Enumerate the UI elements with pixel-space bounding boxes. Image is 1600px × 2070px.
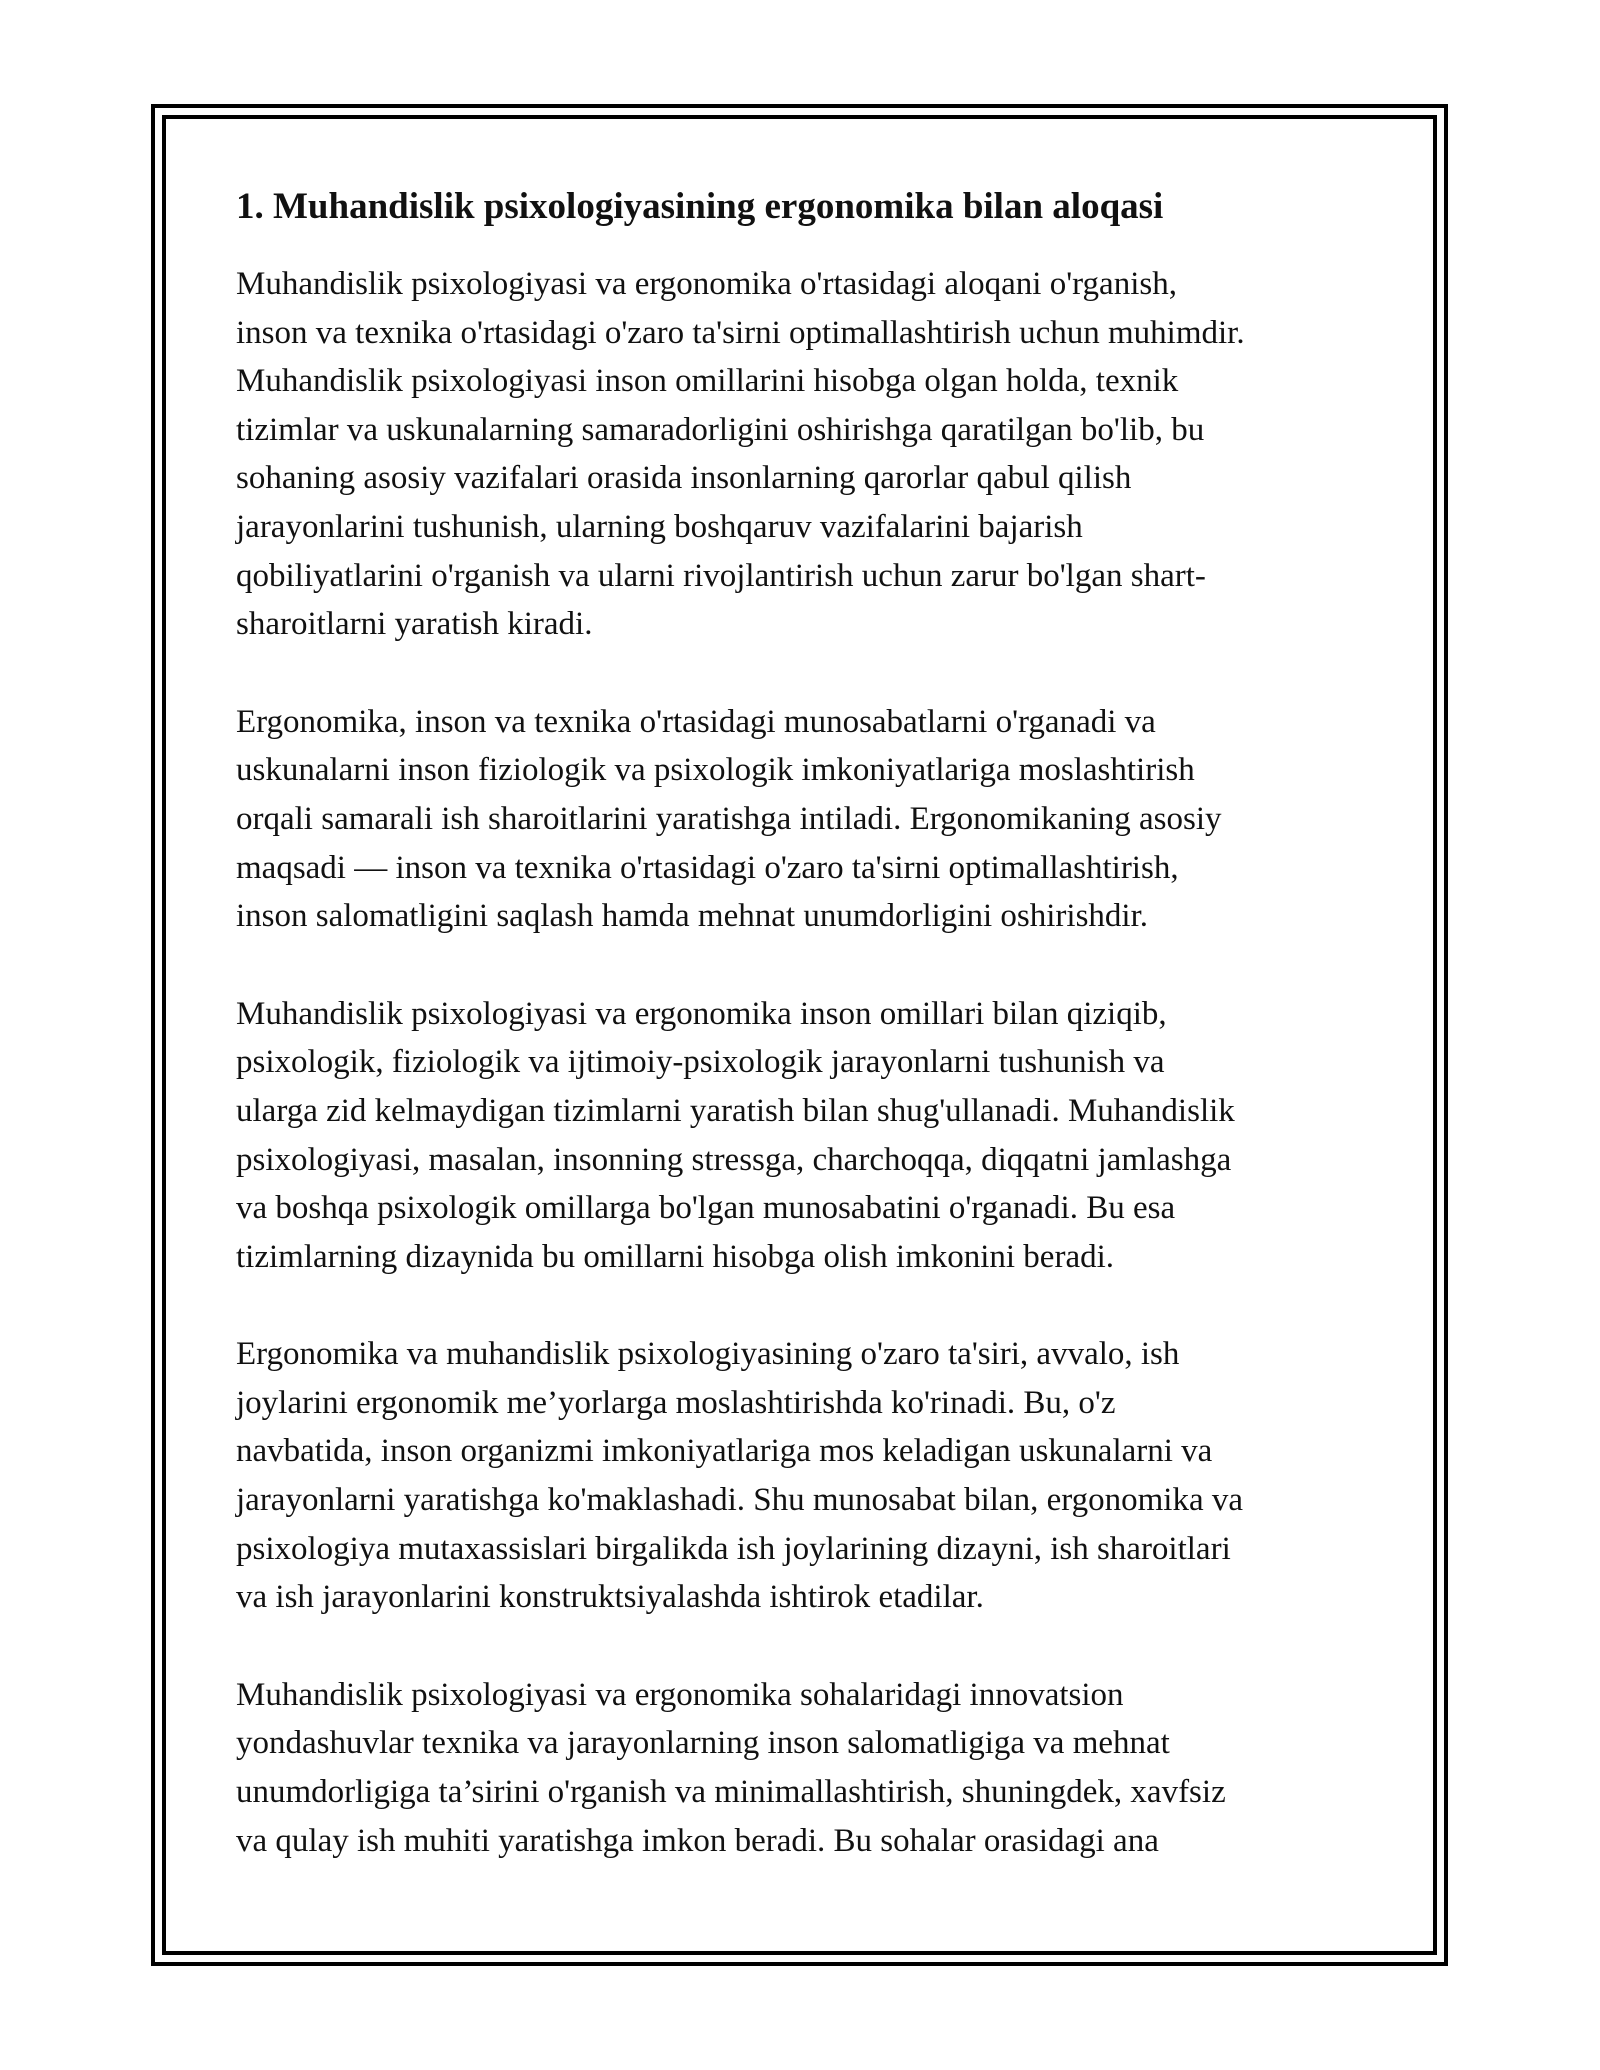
document-body <box>236 180 1366 1914</box>
paragraph-line: Muhandislik psixologiyasi va ergonomika o'rtasidagi aloqani o'rganish, <box>236 266 1177 302</box>
paragraph-line: sharoitlarni yaratish kiradi. <box>236 606 593 643</box>
paragraph-line: psixologik, fiziologik va ijtimoiy-psixologik jarayonlarni tushunish va <box>236 1044 1165 1081</box>
paragraph-line: va boshqa psixologik omillarga bo'lgan munosabatini o'rganadi. Bu esa <box>236 1190 1176 1227</box>
paragraph-line: Ergonomika va muhandislik psixologiyasining o'zaro ta'siri, avvalo, ish <box>236 1336 1180 1373</box>
paragraph-list <box>236 260 1366 1865</box>
paragraph-line: qobiliyatlarini o'rganish va ularni rivojlantirish uchun zarur bo'lgan shart- <box>236 557 1206 594</box>
paragraph-line: tizimlarning dizaynida bu omillarni hisobga olish imkonini beradi. <box>236 1238 1115 1275</box>
paragraph-line: orqali samarali ish sharoitlarini yaratishga intiladi. Ergonomikaning asosiy <box>236 800 1222 837</box>
paragraph-line: joylarini ergonomik me’yorlarga moslashtirishda ko'rinadi. Bu, o'z <box>236 1384 1116 1421</box>
body-paragraph <box>236 1671 1366 1865</box>
document-title: 1. Muhandislik psixologiyasining ergonomika bilan aloqasi <box>236 186 1164 227</box>
paragraph-line: inson va texnika o'rtasidagi o'zaro ta'sirni optimallashtirish uchun muhimdir. <box>236 314 1245 351</box>
paragraph-line: jarayonlarini tushunish, ularning boshqaruv vazifalarini bajarish <box>236 508 1083 545</box>
body-paragraph <box>236 260 1366 649</box>
paragraph-line: navbatida, inson organizmi imkoniyatlariga mos keladigan uskunalarni va <box>236 1433 1213 1470</box>
paragraph-line: psixologiyasi, masalan, insonning stressga, charchoqqa, diqqatni jamlashga <box>236 1141 1232 1178</box>
body-paragraph <box>236 990 1366 1282</box>
paragraph-line: sohaning asosiy vazifalari orasida insonlarning qarorlar qabul qilish <box>236 460 1132 497</box>
body-paragraph <box>236 1330 1366 1622</box>
paragraph-line: Muhandislik psixologiyasi inson omillarini hisobga olgan holda, texnik <box>236 363 1179 400</box>
paragraph-line: va ish jarayonlarini konstruktsiyalashda ishtirok etadilar. <box>236 1579 984 1616</box>
paragraph-line: Ergonomika, inson va texnika o'rtasidagi munosabatlarni o'rganadi va <box>236 703 1156 740</box>
paragraph-line: yondashuvlar texnika va jarayonlarning inson salomatligiga va mehnat <box>236 1725 1170 1762</box>
body-paragraph <box>236 698 1366 941</box>
paragraph-line: ularga zid kelmaydigan tizimlarni yaratish bilan shug'ullanadi. Muhandislik <box>236 1092 1235 1129</box>
paragraph-line: va qulay ish muhiti yaratishga imkon beradi. Bu sohalar orasidagi ana <box>236 1822 1159 1859</box>
paragraph-line: tizimlar va uskunalarning samaradorligini oshirishga qaratilgan bo'lib, bu <box>236 411 1205 448</box>
paragraph-line: jarayonlarni yaratishga ko'maklashadi. Shu munosabat bilan, ergonomika va <box>236 1482 1243 1519</box>
paragraph-line: uskunalarni inson fiziologik va psixologik imkoniyatlariga moslashtirish <box>236 752 1195 789</box>
paragraph-line: Muhandislik psixologiyasi va ergonomika inson omillari bilan qiziqib, <box>236 995 1167 1032</box>
paragraph-line: inson salomatligini saqlash hamda mehnat unumdorligini oshirishdir. <box>236 898 1148 935</box>
paragraph-line: psixologiya mutaxassislari birgalikda ish joylarining dizayni, ish sharoitlari <box>236 1530 1231 1567</box>
paragraph-line: maqsadi — inson va texnika o'rtasidagi o'zaro ta'sirni optimallashtirish, <box>236 849 1179 886</box>
paragraph-line: Muhandislik psixologiyasi va ergonomika sohalaridagi innovatsion <box>236 1676 1124 1713</box>
paragraph-line: unumdorligiga ta’sirini o'rganish va minimallashtirish, shuningdek, xavfsiz <box>236 1774 1226 1811</box>
